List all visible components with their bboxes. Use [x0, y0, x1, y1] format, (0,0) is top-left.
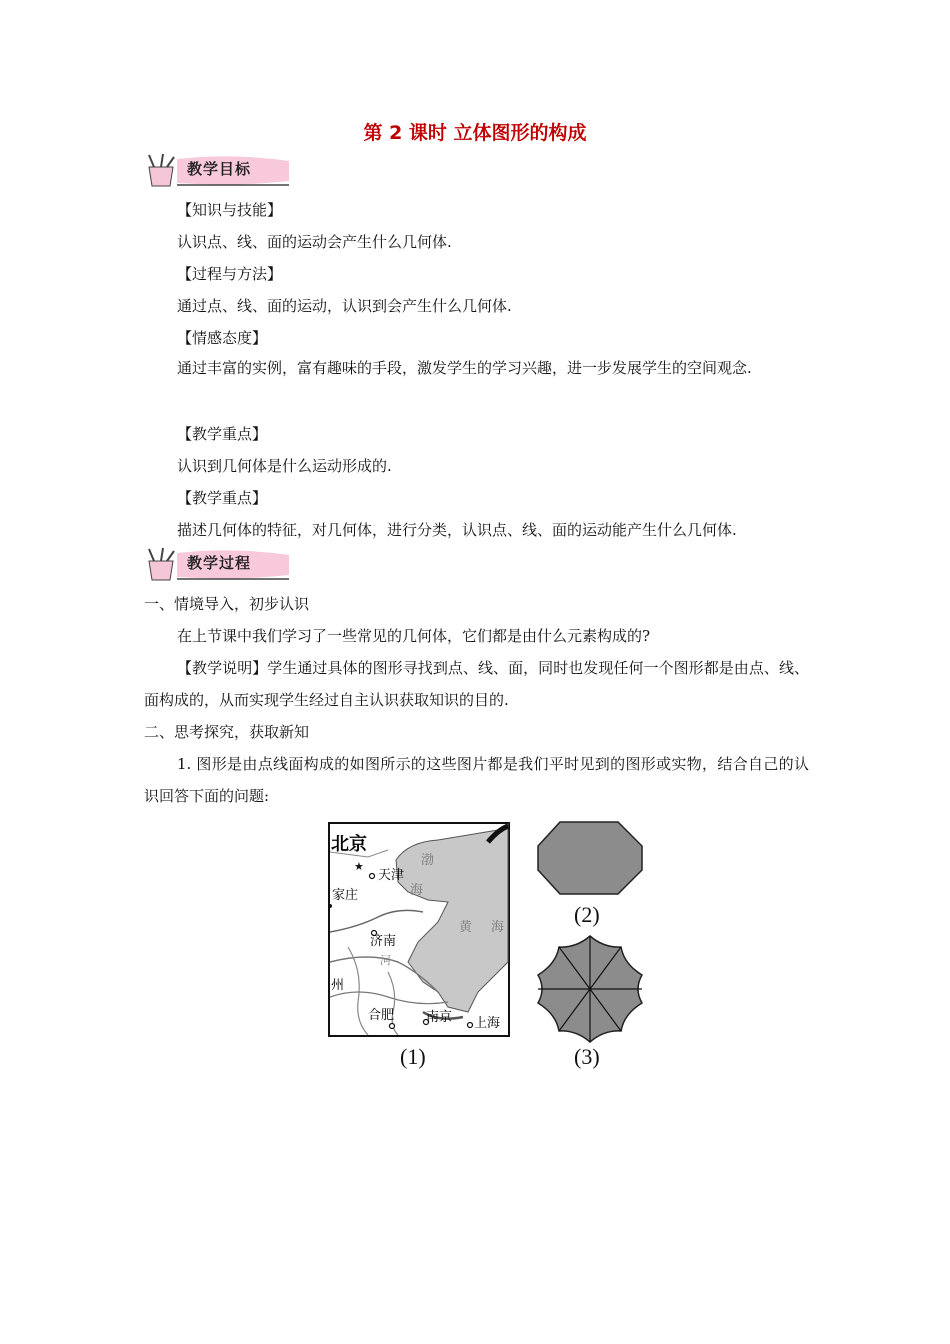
caption-figure-3: (3) — [574, 1044, 600, 1069]
section-heading-objectives: 教学目标 — [187, 160, 252, 178]
map-label-beijing: 北京 — [331, 834, 367, 855]
attitude-label: 【情感态度】 — [177, 329, 268, 347]
map-label-hai: 海 — [491, 920, 505, 935]
umbrella-figure — [534, 934, 646, 1044]
key2-text: 描述几何体的特征，对几何体，进行分类，认识点、线、面的运动能产生什么几何体. — [177, 521, 737, 539]
step2-item1: 1. 图形是由点线面构成的如图所示的这些图片都是我们平时见到的图形或实物，结合自己的认识回答下面的问题: — [144, 755, 809, 805]
knowledge-label: 【知识与技能】 — [177, 201, 283, 219]
umbrella-shape — [534, 934, 646, 1044]
map-label-zhou: 州 — [331, 978, 345, 993]
map-label-nanjing: 南京 — [426, 1010, 453, 1025]
section-badge-process — [143, 547, 291, 583]
key-label: 【教学重点】 — [177, 425, 268, 443]
map-label-huang: 黄 — [459, 920, 473, 935]
step1-question: 在上节课中我们学习了一些常见的几何体，它们都是由什么元素构成的? — [177, 627, 651, 645]
process-text: 通过点、线、面的运动，认识到会产生什么几何体. — [177, 297, 512, 315]
attitude-text: 通过丰富的实例，富有趣味的手段，激发学生的学习兴趣，进一步发展学生的空间观念. — [177, 359, 752, 377]
map-label-bohai-2: 海 — [410, 883, 424, 898]
map-label-shanghai: 上海 — [474, 1016, 501, 1031]
page-title: 第 2 课时 立体图形的构成 — [363, 122, 587, 144]
map-label-shijiazhuang: 家庄 — [332, 888, 359, 903]
capital-star-icon: ★ — [354, 860, 364, 873]
map-figure — [328, 822, 511, 1038]
map-label-he: 河 — [380, 954, 391, 967]
knowledge-text: 认识点、线、面的运动会产生什么几何体. — [177, 233, 452, 251]
map-label-bohai-1: 渤 — [421, 853, 435, 868]
step2-heading: 二、思考探究，获取新知 — [144, 723, 310, 741]
octagon-shape — [534, 818, 646, 898]
key-text: 认识到几何体是什么运动形成的. — [177, 457, 392, 475]
step1-note: 【教学说明】学生通过具体的图形寻找到点、线、面，同时也发现任何一个图形都是由点、线、面构成的，从而实现学生经过自主认识获取知识的目的. — [144, 659, 809, 709]
section-badge-objectives — [143, 153, 291, 189]
key2-label: 【教学重点】 — [177, 489, 268, 507]
octagon-figure — [534, 818, 646, 898]
section-heading-process: 教学过程 — [187, 554, 252, 572]
caption-figure-2: (2) — [574, 902, 600, 927]
step1-heading: 一、情境导入，初步认识 — [144, 595, 310, 613]
caption-figure-1: (1) — [400, 1044, 426, 1069]
process-label: 【过程与方法】 — [177, 265, 283, 283]
map-illustration — [328, 822, 511, 1038]
map-label-tianjin: 天津 — [378, 868, 405, 883]
map-label-hefei: 合肥 — [368, 1008, 395, 1023]
map-label-jinan: 济南 — [370, 934, 397, 949]
